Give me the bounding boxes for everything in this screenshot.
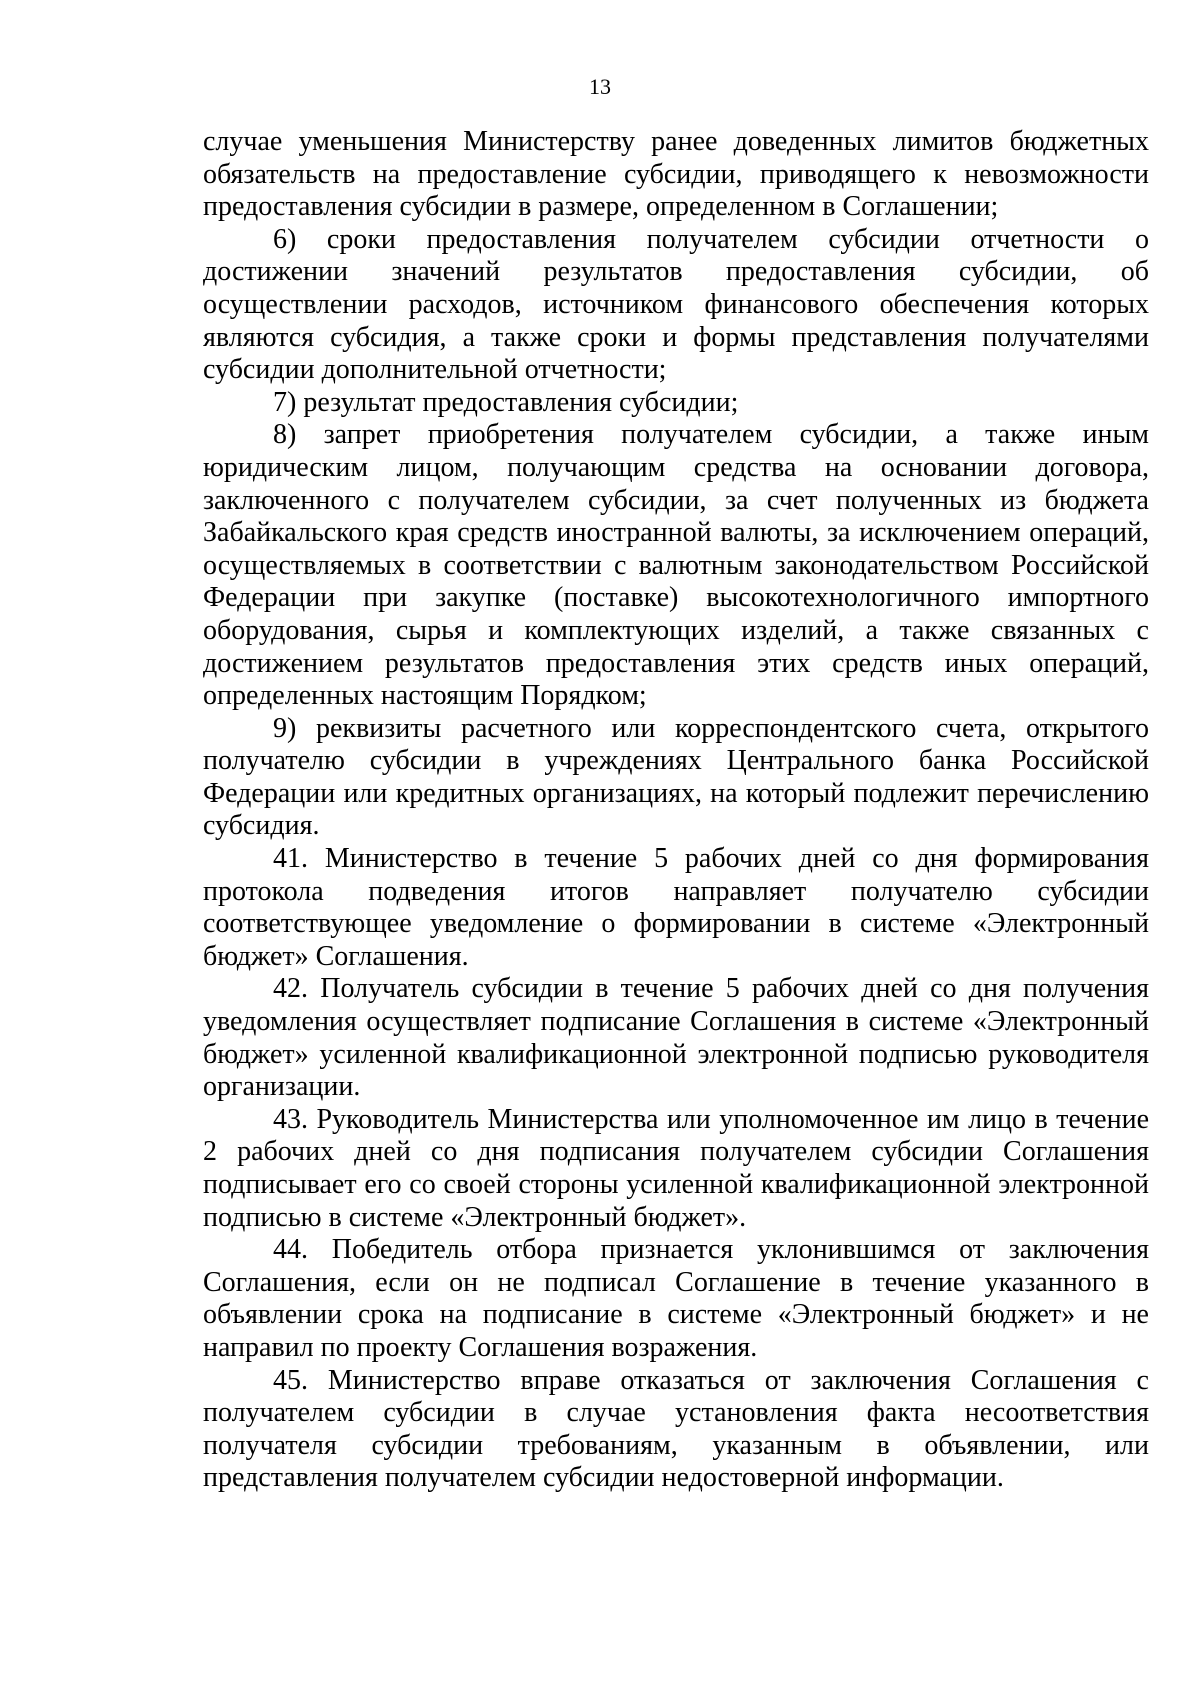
- paragraph-section-43: 43. Руководитель Министерства или уполномоченное им лицо в течение 2 рабочих дней со дня подписания получателем субсидии Соглашения подписывает его со своей стороны усиленной квалификационной электронной подписью в системе «Электронный бюджет».: [203, 1103, 1149, 1233]
- paragraph-continuation: случае уменьшения Министерству ранее доведенных лимитов бюджетных обязательств на предоставление субсидии, приводящего к невозможности предоставления субсидии в размере, определенном в Соглашении;: [203, 126, 1149, 223]
- paragraph-item-7: 7) результат предоставления субсидии;: [273, 386, 739, 418]
- document-body: [203, 126, 1149, 1495]
- paragraph-item-9: 9) реквизиты расчетного или корреспондентского счета, открытого получателю субсидии в учреждениях Центрального банка Российской Федерации или кредитных организациях, на который подлежит перечислению субсидия.: [203, 712, 1149, 842]
- paragraph-section-45: 45. Министерство вправе отказаться от заключения Соглашения с получателем субсидии в случае установления факта несоответствия получателя субсидии требованиям, указанным в объявлении, или представления получателем субсидии недостоверной информации.: [203, 1364, 1149, 1494]
- paragraph-section-41: 41. Министерство в течение 5 рабочих дней со дня формирования протокола подведения итогов направляет получателю субсидии соответствующее уведомление о формировании в системе «Электронный бюджет» Соглашения.: [203, 843, 1149, 972]
- paragraph-section-42: 42. Получатель субсидии в течение 5 рабочих дней со дня получения уведомления осуществляет подписание Соглашения в системе «Электронный бюджет» усиленной квалификационной электронной подписью руководителя организации.: [203, 973, 1149, 1103]
- paragraph-section-44: 44. Победитель отбора признается уклонившимся от заключения Соглашения, если он не подписал Соглашение в течение указанного в объявлении срока на подписание в системе «Электронный бюджет» и не направил по проекту Соглашения возражения.: [203, 1234, 1149, 1363]
- paragraph-item-8: 8) запрет приобретения получателем субсидии, а также иным юридическим лицом, получающим средства на основании договора, заключенного с получателем субсидии, за счет полученных из бюджета Забайкальского края средств иностранной валюты, за исключением операций, осуществляемых в соответствии с валютным законодательством Российской Федерации при закупке (поставке) высокотехнологичного импортного оборудования, сырья и комплектующих изделий, а также связанных с достижением результатов предоставления этих средств иных операций, определенных настоящим Порядком;: [203, 419, 1149, 712]
- page-number: 13: [589, 74, 611, 99]
- paragraph-item-6: 6) сроки предоставления получателем субсидии отчетности о достижении значений результатов предоставления субсидии, об осуществлении расходов, источником финансового обеспечения которых являются субсидия, а также сроки и формы представления получателями субсидии дополнительной отчетности;: [203, 223, 1149, 386]
